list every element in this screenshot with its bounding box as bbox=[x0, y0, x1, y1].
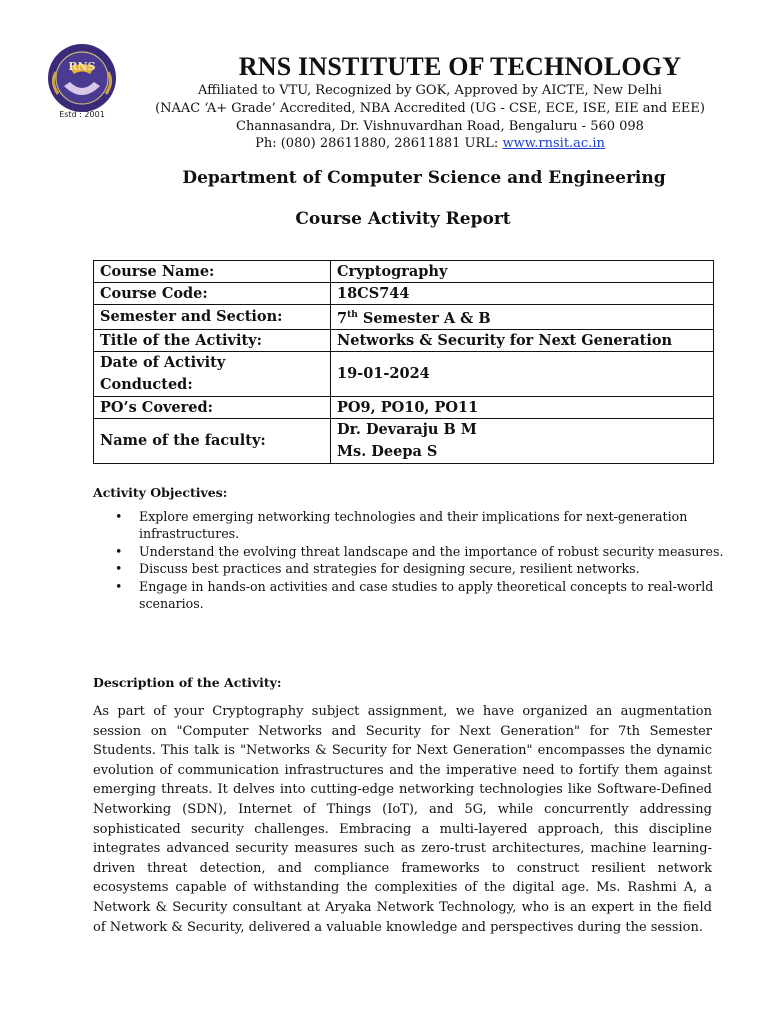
objectives-list bbox=[93, 508, 768, 612]
date-label-line-1: Date of Activity bbox=[100, 353, 226, 371]
faculty-value bbox=[331, 418, 714, 463]
objectives-title: Activity Objectives: bbox=[93, 485, 228, 500]
table-row bbox=[94, 283, 714, 305]
date-label-line-2: Conducted: bbox=[100, 375, 193, 393]
activity-title-value: Networks & Security for Next Generation bbox=[331, 329, 714, 351]
semester-value bbox=[331, 305, 714, 330]
report-title: Course Activity Report bbox=[295, 209, 511, 229]
department-title: Department of Computer Science and Engineering bbox=[182, 168, 666, 188]
faculty-name-1: Dr. Devaraju B M bbox=[337, 420, 477, 438]
institute-logo bbox=[42, 42, 122, 120]
table-row bbox=[94, 329, 714, 351]
description-title: Description of the Activity: bbox=[93, 675, 282, 690]
table-row bbox=[94, 418, 714, 463]
description-text: As part of your Cryptography subject assignment, we have organized an augmentation session on "Computer Networks and Security for Next Generation" for 7th Semester Students. This talk is "Networks & Security for Next Generation" encompasses the dynamic evolution of communication infrastructures and the imperative need to fortify them against emerging threats. It delves into cutting-edge networking technologies like Software-Defined Networking (SDN), Internet of Things (IoT), and 5G, while concurrently addressing sophisticated security challenges. Embracing a multi-layered approach, this discipline integrates advanced security measures such as zero-trust architectures, machine learning-driven threat detection, and compliance frameworks to construct resilient network ecosystems capable of withstanding the complexities of the digital age. Ms. Rashmi A, a Network & Security consultant at Aryaka Network Technology, who is an expert in the field of Network & Security, delivered a valuable knowledge and perspectives during the session. bbox=[93, 704, 712, 935]
semester-number: 7 bbox=[337, 309, 348, 327]
course-name-value: Cryptography bbox=[331, 261, 714, 283]
activity-date-label bbox=[94, 351, 331, 396]
list-item: • Understand the evolving threat landscape and the importance of robust security measures. bbox=[139, 543, 768, 560]
website-link[interactable]: www.rnsit.ac.in bbox=[502, 136, 605, 151]
pos-label: PO’s Covered: bbox=[94, 396, 331, 418]
semester-suffix: th bbox=[347, 310, 358, 320]
list-item: • Engage in hands-on activities and case studies to apply theoretical concepts to real-world scenarios. bbox=[139, 578, 768, 613]
list-item: • Explore emerging networking technologies and their implications for next-generation infrastructures. bbox=[139, 508, 768, 543]
pos-value: PO9, PO10, PO11 bbox=[331, 396, 714, 418]
estd-label: Estd : 2001 bbox=[59, 110, 105, 119]
faculty-label: Name of the faculty: bbox=[94, 418, 331, 463]
faculty-name-2: Ms. Deepa S bbox=[337, 442, 438, 460]
activity-title-label: Title of the Activity: bbox=[94, 329, 331, 351]
course-info-table bbox=[93, 260, 714, 464]
course-code-label: Course Code: bbox=[94, 283, 331, 305]
table-row bbox=[94, 305, 714, 330]
institute-name: RNS INSTITUTE OF TECHNOLOGY bbox=[238, 52, 682, 81]
logo-text: RNS bbox=[68, 60, 96, 73]
contact-line bbox=[150, 135, 710, 152]
course-name-label: Course Name: bbox=[94, 261, 331, 283]
table-row bbox=[94, 261, 714, 283]
table-row bbox=[94, 396, 714, 418]
table-row bbox=[94, 351, 714, 396]
activity-date-value: 19-01-2024 bbox=[331, 351, 714, 396]
phone-text: Ph: (080) 28611880, 28611881 URL: bbox=[255, 136, 503, 151]
course-code-value: 18CS744 bbox=[331, 283, 714, 305]
accreditation-line: (NAAC ‘A+ Grade’ Accredited, NBA Accredited (UG - CSE, ECE, ISE, EIE and EEE) bbox=[155, 101, 705, 116]
list-item: • Discuss best practices and strategies for designing secure, resilient networks. bbox=[139, 560, 768, 577]
affiliation-line: Affiliated to VTU, Recognized by GOK, Approved by AICTE, New Delhi bbox=[198, 83, 662, 98]
address-line: Channasandra, Dr. Vishnuvardhan Road, Bengaluru - 560 098 bbox=[236, 119, 644, 134]
semester-text: Semester A & B bbox=[357, 309, 491, 327]
semester-label: Semester and Section: bbox=[94, 305, 331, 330]
